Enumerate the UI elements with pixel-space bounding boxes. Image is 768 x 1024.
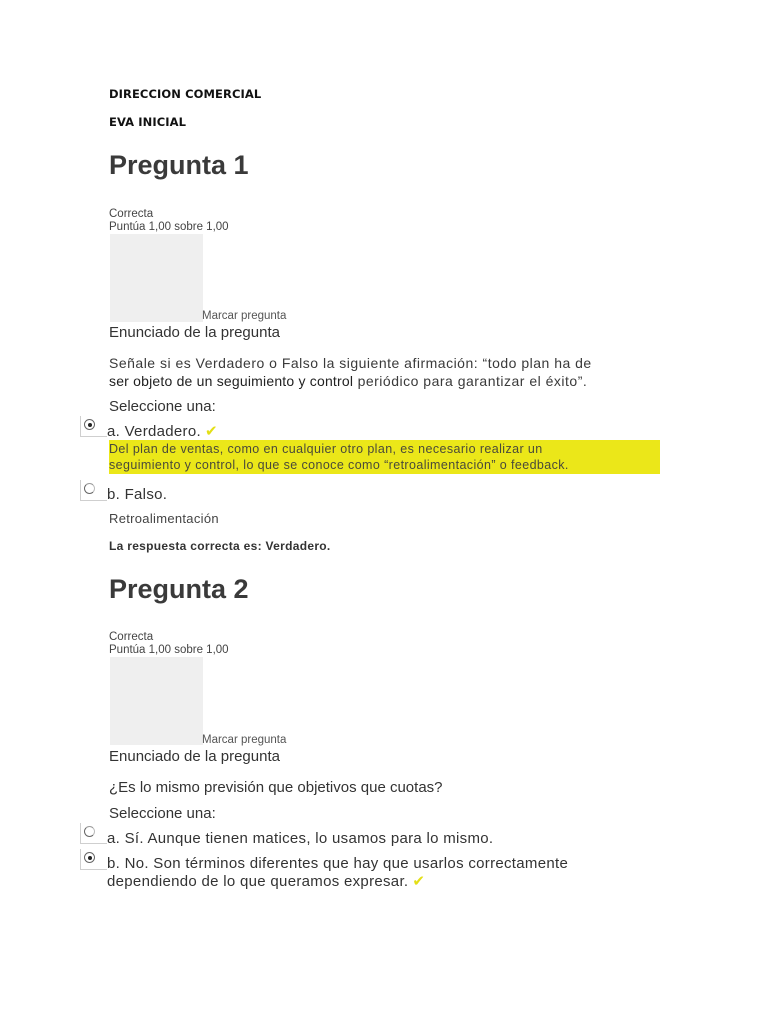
question-1-text-line1: Señale si es Verdadero o Falso la siguiente afirmación: “todo plan ha de [109,355,592,371]
question-1-feedback-line2: seguimiento y control, lo que se conoce como “retroalimentación” o feedback. [109,458,569,472]
question-2-option-a-label: a. Sí. Aunque tienen matices, lo usamos para lo mismo. [107,830,494,847]
question-2-option-b-line2 [107,873,568,891]
radio-unchecked-icon [84,483,95,494]
question-2-option-a[interactable] [107,830,493,848]
question-1-feedback-line1: Del plan de ventas, como en cualquier otro plan, es necesario realizar un [109,442,543,456]
question-2-option-b[interactable] [107,855,568,891]
question-2-statement-label: Enunciado de la pregunta [109,748,280,765]
question-1-text-line2 [109,373,669,391]
question-1-option-b-label: b. Falso. [107,486,168,503]
question-1-option-a-label: a. Verdadero. [107,423,201,440]
question-1-state: Correcta [109,208,154,220]
question-1-status [109,208,229,234]
question-2-title: Pregunta 2 [109,574,249,604]
radio-unchecked-icon [84,826,95,837]
question-2-option-a-radio[interactable] [80,823,107,844]
question-2-score: Puntúa 1,00 sobre 1,00 [109,644,229,656]
question-1-option-a[interactable] [107,423,218,441]
radio-checked-icon [84,852,95,863]
question-1-feedback-heading: Retroalimentación [109,511,219,526]
question-2-flag-image[interactable] [110,657,203,745]
question-1-flag-image[interactable] [110,234,203,322]
question-2-select-label: Seleccione una: [109,805,216,822]
course-title: DIRECCION COMERCIAL [109,87,262,101]
question-1-option-a-radio[interactable] [80,416,107,437]
question-1-select-label: Seleccione una: [109,398,216,415]
question-1-title: Pregunta 1 [109,150,249,180]
question-2-status [109,631,229,657]
checkmark-icon: ✔ [412,873,426,890]
question-1-option-b[interactable] [107,486,167,504]
question-2-flag-label[interactable]: Marcar pregunta [202,734,287,746]
question-2-option-b-radio[interactable] [80,849,107,870]
question-1-flag-label[interactable]: Marcar pregunta [202,310,287,322]
question-1-statement-label: Enunciado de la pregunta [109,324,280,341]
question-1-feedback [109,440,660,474]
question-1-option-b-radio[interactable] [80,480,107,501]
question-1-text-rest: periódico para garantizar el éxito”. [353,372,588,389]
question-1-score: Puntúa 1,00 sobre 1,00 [109,221,229,233]
question-1-correct-answer: La respuesta correcta es: Verdadero. [109,539,331,553]
question-1-text [109,355,669,390]
question-2-text: ¿Es lo mismo previsión que objetivos que cuotas? [109,779,443,796]
radio-checked-icon [84,419,95,430]
question-2-option-b-line1: b. No. Son términos diferentes que hay que usarlos correctamente [107,855,569,872]
question-2-state: Correcta [109,631,154,643]
checkmark-icon: ✔ [204,423,218,440]
question-2-option-b-line2-text: dependiendo de lo que queramos expresar. [107,873,409,890]
question-1-text-emphasis: ser objeto de un seguimiento y control [109,372,354,389]
exam-title: EVA INICIAL [109,115,187,129]
